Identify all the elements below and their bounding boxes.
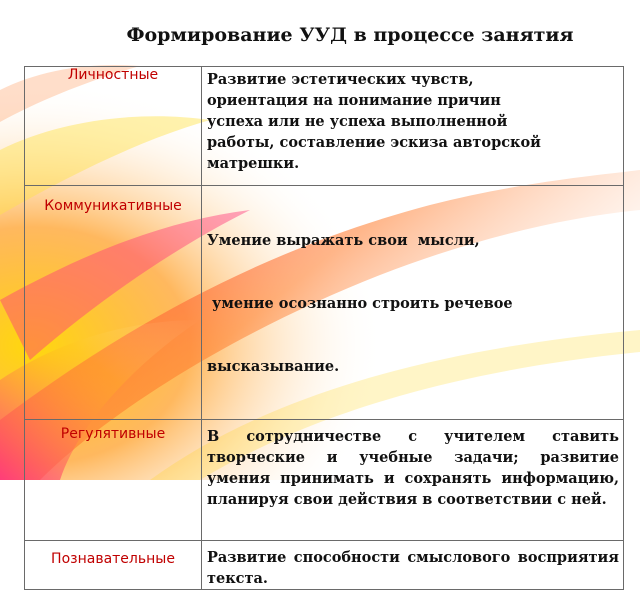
description-text: Развитие способности смыслового восприятия текста.	[207, 549, 619, 587]
category-cell	[25, 541, 202, 590]
category-cell	[25, 186, 202, 420]
category-cell	[25, 420, 202, 541]
category-label: Регулятивные	[60, 426, 166, 442]
uud-table	[24, 66, 624, 590]
category-label: Познавательные	[51, 551, 175, 567]
description-text: Развитие эстетических чувств, ориентация на понимание причин успеха или не успеха выполненной работы, составление эскиза авторской матрешки.	[207, 71, 541, 172]
description-cell	[202, 541, 624, 590]
description-cell	[202, 420, 624, 541]
table-row	[25, 420, 624, 541]
category-label: Коммуникативные	[44, 198, 182, 214]
table-row	[25, 541, 624, 590]
description-cell	[202, 67, 624, 186]
slide-title: Формирование УУД в процессе занятия	[126, 24, 574, 46]
description-text: Умение выражать свои мысли, умение осознанно строить речевое высказывание.	[207, 232, 513, 375]
table-row	[25, 67, 624, 186]
table-row	[25, 186, 624, 420]
description-text: В сотрудничестве с учителем ставить творческие и учебные задачи; развитие умения принимать и сохранять информацию, планируя свои действия в соответствии с ней.	[207, 428, 619, 508]
category-label: Личностные	[67, 67, 159, 83]
category-cell	[25, 67, 202, 186]
description-cell	[202, 186, 624, 420]
